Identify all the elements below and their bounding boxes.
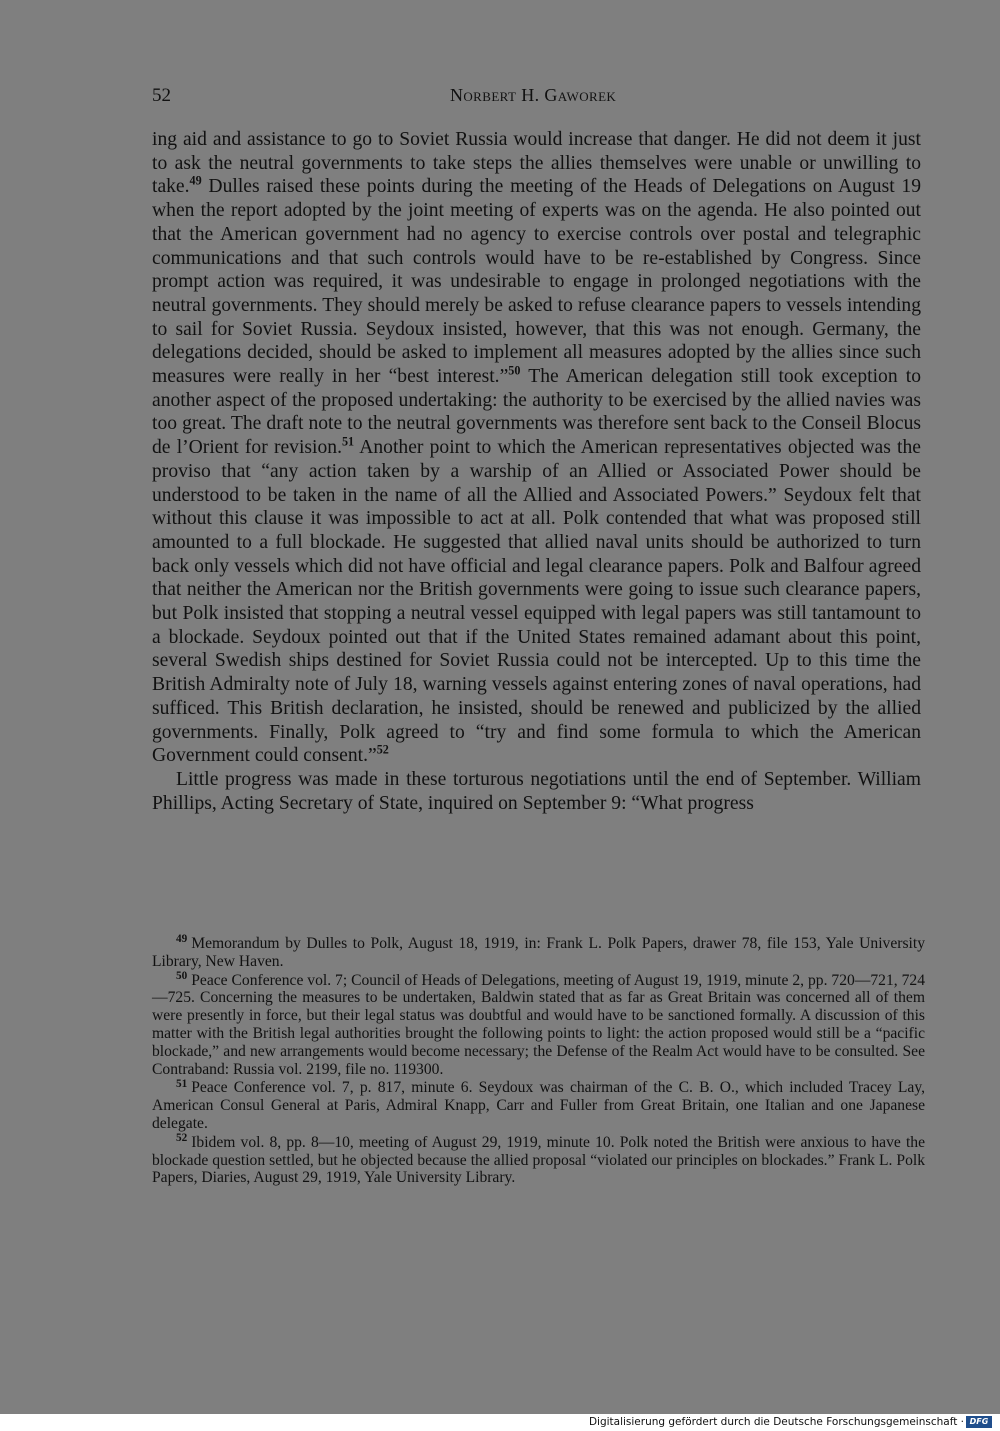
footnote-marker: 51 — [176, 1077, 188, 1090]
digitization-credit: Digitalisierung gefördert durch die Deutsche Forschungsgemeinschaft · — [588, 1416, 964, 1428]
dfg-logo: DFG — [966, 1416, 992, 1428]
body-paragraph: Little progress was made in these torturous negotiations until the end of September. William Phillips, Acting Secretary of State, inquired on September 9: “What progress — [152, 768, 921, 814]
footnote — [152, 1079, 925, 1132]
footnote-ref: 51 — [341, 434, 355, 449]
footnote-ref: 50 — [508, 363, 521, 378]
footnote-marker: 50 — [176, 969, 188, 982]
footnote-ref: 52 — [376, 742, 389, 757]
footnotes — [152, 935, 925, 1188]
footnote — [152, 1134, 925, 1187]
body-paragraph — [152, 128, 921, 768]
footnote-text: Memorandum by Dulles to Polk, August 18, 1919, in: Frank L. Polk Papers, drawer 78, file 153, Yale University Library, New Haven. — [152, 935, 925, 970]
footnote — [152, 935, 925, 971]
footnote-ref: 49 — [189, 173, 202, 188]
page-number: 52 — [152, 85, 171, 106]
body-text-segment: The American delegation still took exception to another aspect of the proposed undertaking: the authority to be exercised by the allied navies was too great. The draft note to the neutral governments was therefore sent back to the Conseil Blocus de l’Orient for revision. — [152, 366, 922, 459]
running-head: Norbert H. Gaworek — [450, 85, 617, 105]
body-text-segment: Another point to which the American representatives objected was the proviso that “any action taken by a warship of an Allied or Associated Power should be understood to be taken in the name of all the Allied and Associated Powers.” Seydoux felt that without this clause it was impossible to act at all. Polk contended that what was proposed still amounted to a full blockade. He suggested that allied naval units should be authorized to turn back only vessels which did not have official and legal clearance papers. Polk and Balfour agreed that neither the American nor the British governments were going to issue such clearance papers, but Polk insisted that stopping a neutral vessel equipped with legal papers was still tantamount to a blockade. Seydoux pointed out that if the United States remained adamant about this point, several Swedish ships destined for Soviet Russia could not be intercepted. Up to this time the British Admiralty note of July 18, warning vessels against entering zones of naval operations, had sufficed. This British declaration, he insisted, should be renewed and publicized by the allied governments. Finally, Polk agreed to “try and find some formula to which the American Government could consent.” — [152, 437, 921, 767]
footnote-text: Peace Conference vol. 7, p. 817, minute 6. Seydoux was chairman of the C. B. O., which included Tracey Lay, American Consul General at Paris, Admiral Knapp, Carr and Fuller from Great Britain, one Italian and one Japanese delegate. — [152, 1079, 925, 1132]
body-text — [152, 128, 921, 815]
footnote-text: Peace Conference vol. 7; Council of Heads of Delegations, meeting of August 19, 1919, minute 2, pp. 720—721, 724—725. Concerning the measures to be undertaken, Baldwin stated that as far as Great Britain was concerned all of them were presently in force, but their legal status was doubtful and would have to be sanctioned formally. A discussion of this matter with the British legal authorities brought the following points to light: the action proposed would still be a “pacific blockade,” and new arrangements would become necessary; the Defense of the Realm Act would have to be consulted. See Contraband: Russia vol. 2199, file no. 119300. — [152, 971, 925, 1078]
body-text-segment: ing aid and assistance to go to Soviet Russia would increase that danger. He did not deem it just to ask the neutral governments to take steps the allies themselves were unable or unwilling to take. — [152, 129, 921, 198]
footnote-marker: 52 — [176, 1132, 188, 1145]
body-text-segment: Dulles raised these points during the meeting of the Heads of Delegations on August 19 when the report adopted by the joint meeting of experts was on the agenda. He also pointed out that the American government had no agency to exercise controls over postal and telegraphic communications and that such controls would have to be re-established by Congress. Since prompt action was required, it was undesirable to engage in prolonged negotiations with the neutral governments. They should merely be asked to refuse clearance papers to vessels intending to sail for Soviet Russia. Seydoux insisted, however, that this was not enough. Germany, the delegations decided, should be asked to implement all measures adopted by the allies since such measures were really in her “best interest.” — [152, 176, 921, 388]
footnote — [152, 969, 925, 1079]
footnote-marker: 49 — [176, 933, 188, 946]
footnote-text: Ibidem vol. 8, pp. 8—10, meeting of August 29, 1919, minute 10. Polk noted the British were anxious to have the blockade question settled, but he objected because the allied proposal “violated our principles on blockades.” Frank L. Polk Papers, Diaries, August 29, 1919, Yale University Library. — [152, 1133, 925, 1187]
